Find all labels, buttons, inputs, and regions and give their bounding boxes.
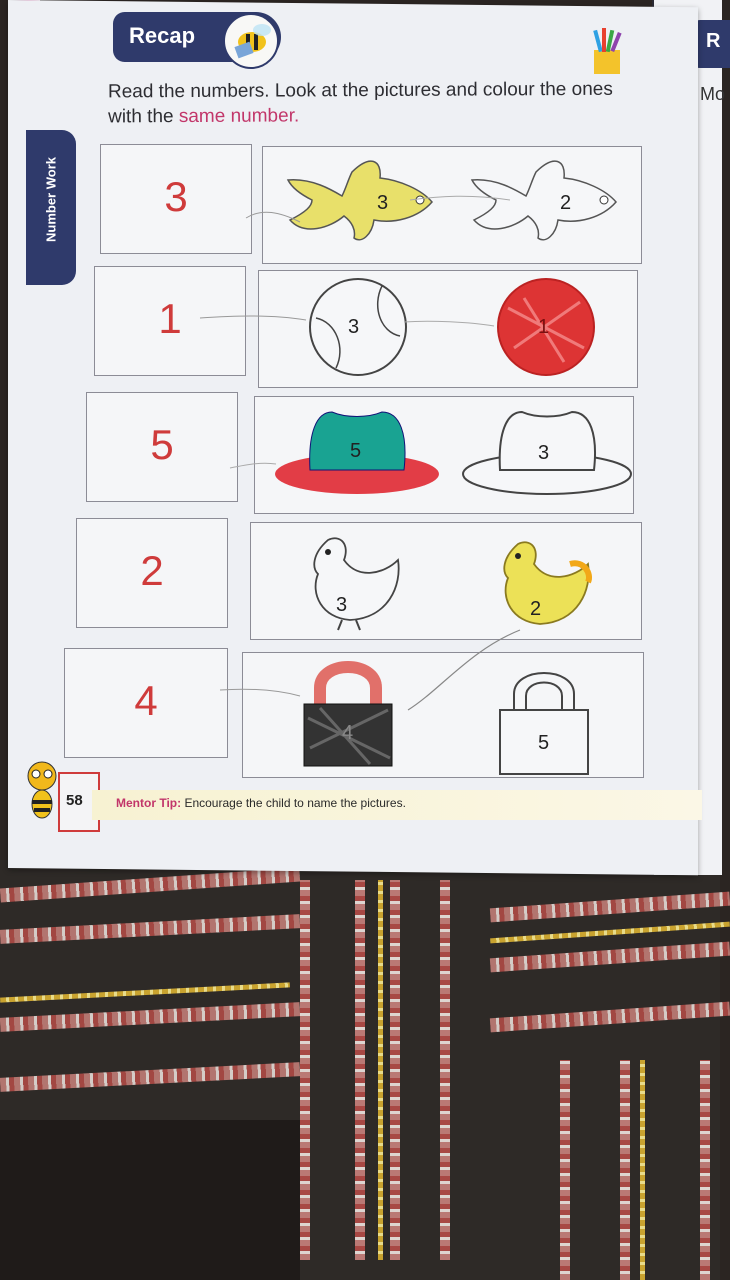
next-page-text: Mo — [700, 84, 726, 104]
next-page-tab: R — [690, 20, 730, 68]
picture-number: 3 — [377, 192, 389, 214]
instruction-highlight: same number. — [178, 105, 300, 128]
picture-number: 3 — [538, 442, 550, 464]
picture-number: 1 — [538, 316, 550, 338]
picture-number: 4 — [342, 722, 354, 744]
picture-number: 3 — [336, 594, 348, 616]
striped-fabric — [0, 860, 720, 1280]
instruction-text: Read the numbers. Look at the pictures and colour the ones with the — [107, 78, 613, 128]
mentor-tip-label: Mentor Tip: — [116, 796, 182, 810]
mentor-tip-text: Encourage the child to name the pictures. — [181, 796, 406, 810]
number-value: 3 — [164, 173, 188, 220]
number-value: 5 — [150, 421, 174, 468]
picture-number: 2 — [530, 598, 542, 620]
number-value: 2 — [140, 547, 164, 594]
picture-number: 5 — [350, 440, 362, 462]
page-title: Recap — [129, 23, 196, 48]
side-tab-label: Number Work — [43, 157, 59, 242]
picture-number: 5 — [538, 732, 550, 754]
number-value: 4 — [134, 677, 158, 724]
page-number: 58 — [66, 792, 83, 809]
picture-number: 2 — [560, 192, 572, 214]
mentor-tip — [116, 796, 406, 810]
number-value: 1 — [158, 295, 182, 342]
picture-number: 3 — [348, 316, 360, 338]
